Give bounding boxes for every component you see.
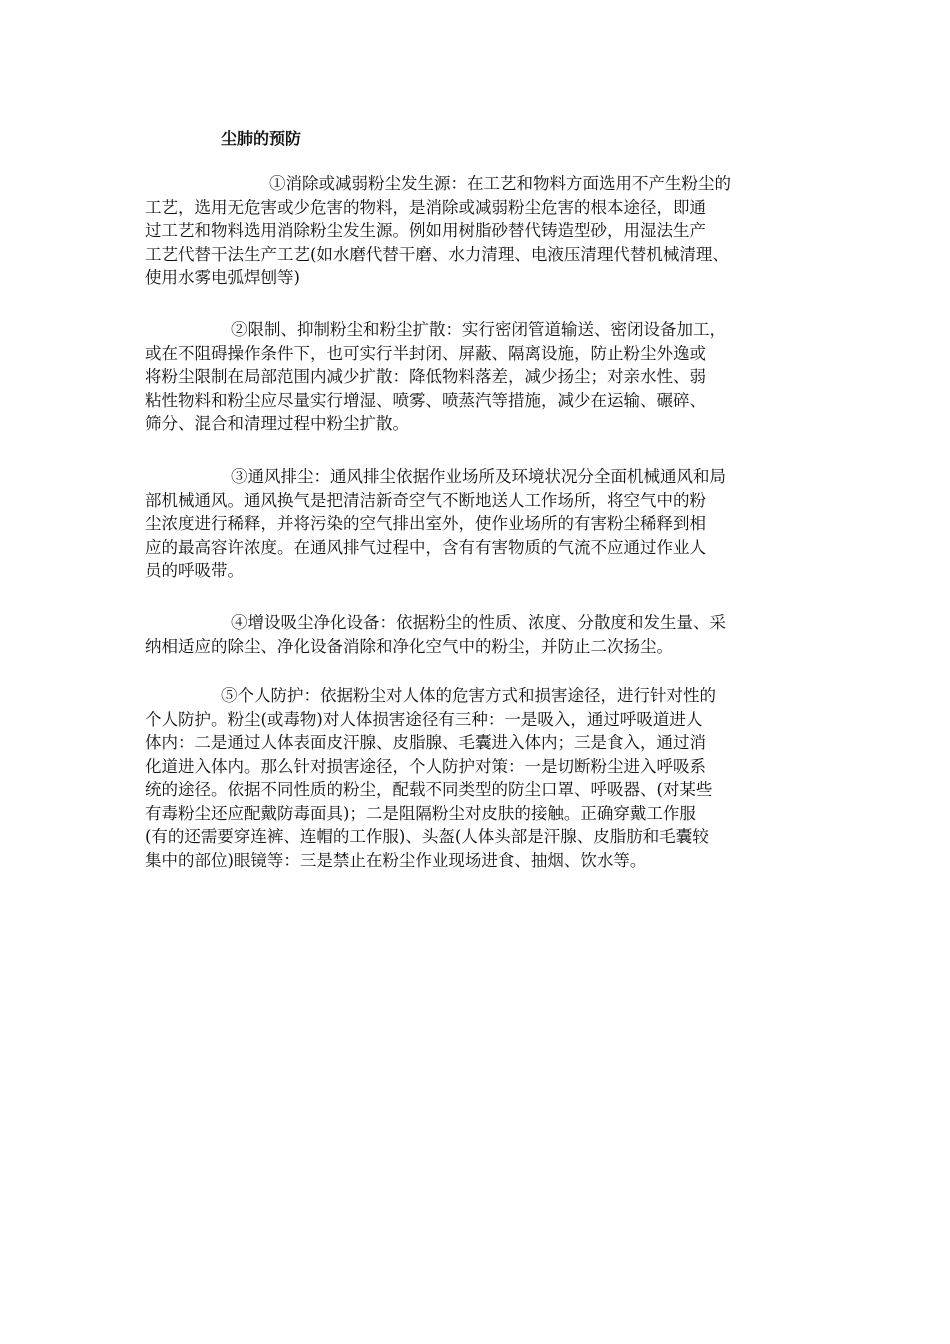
paragraph-dust-collection — [145, 611, 835, 658]
paragraph-line: 将粉尘限制在局部范围内减少扩散：降低物料落差，减少扬尘；对亲水性、弱 — [145, 367, 706, 386]
paragraph-line: 统的途径。依据不同性质的粉尘，配载不同类型的防尘口罩、呼吸器、(对某些 — [145, 780, 713, 799]
paragraph-line: (有的还需要穿连裤、连帽的工作服)、头盔(人体头部是汗腺、皮脂肪和毛囊较 — [145, 827, 709, 846]
paragraph-line: 集中的部位)眼镜等：三是禁止在粉尘作业现场进食、抽烟、饮水等。 — [145, 850, 647, 870]
paragraph-line: 个人防护。粉尘(或毒物)对人体损害途径有三种：一是吸入，通过呼吸道进人 — [145, 709, 703, 729]
paragraph-line: 员的呼吸带。 — [145, 561, 244, 580]
paragraph-eliminate-dust-source — [145, 172, 835, 290]
paragraph-line: 尘浓度进行稀释，并将污染的空气排出室外，使作业场所的有害粉尘稀释到相 — [145, 514, 706, 533]
paragraph-line: 有毒粉尘还应配戴防毒面具)；二是阻隔粉尘对皮肤的接触。正确穿戴工作服 — [145, 803, 696, 823]
paragraph-ventilation — [145, 465, 835, 583]
paragraph-line: 过工艺和物料选用消除粉尘发生源。例如用树脂砂替代铸造型砂，用湿法生产 — [145, 221, 706, 240]
paragraph-line: 使用水雾电弧焊刨等) — [145, 268, 300, 287]
paragraph-line: ②限制、抑制粉尘和粉尘扩散：实行密闭管道输送、密闭设备加工， — [231, 320, 726, 339]
paragraph-line: 体内：二是通过人体表面皮汗腺、皮脂腺、毛囊进入体内；三是食入，通过消 — [145, 733, 706, 752]
paragraph-personal-protection — [145, 684, 835, 872]
paragraph-line: ③通风排尘：通风排尘依据作业场所及环境状况分全面机械通风和局 — [231, 467, 726, 486]
paragraph-line: 应的最高容许浓度。在通风排气过程中，含有有害物质的气流不应通过作业人 — [145, 537, 706, 557]
paragraph-line: ④增设吸尘净化设备：依据粉尘的性质、浓度、分散度和发生量、采 — [231, 613, 726, 632]
paragraph-line: ⑤个人防护：依据粉尘对人体的危害方式和损害途径，进行针对性的 — [221, 686, 716, 705]
paragraph-line: 工艺，选用无危害或少危害的物料，是消除或减弱粉尘危害的根本途径，即通 — [145, 197, 706, 217]
paragraph-line: 工艺代替干法生产工艺(如水磨代替干磨、水力清理、电液压清理代替机械清理、 — [145, 244, 729, 264]
paragraph-line: 筛分、混合和清理过程中粉尘扩散。 — [145, 414, 409, 433]
paragraph-limit-dust-spread — [145, 318, 835, 436]
paragraph-line: 粘性物料和粉尘应尽量实行增湿、喷雾、喷蒸汽等措施，减少在运输、碾碎、 — [145, 390, 706, 410]
paragraph-line: 化道进入体内。那么针对损害途径，个人防护对策：一是切断粉尘进入呼吸系 — [145, 756, 706, 776]
paragraph-line: ①消除或减弱粉尘发生源：在工艺和物料方面选用不产生粉尘的 — [269, 174, 731, 193]
document-title: 尘肺的预防 — [221, 129, 302, 148]
paragraph-line: 部机械通风。通风换气是把清洁新奇空气不断地送人工作场所，将空气中的粉 — [145, 490, 706, 510]
paragraph-line: 或在不阻碍操作条件下，也可实行半封闭、屏蔽、隔离设施，防止粉尘外逸或 — [145, 343, 706, 363]
paragraph-line: 纳相适应的除尘、净化设备消除和净化空气中的粉尘，并防止二次扬尘。 — [145, 636, 673, 656]
